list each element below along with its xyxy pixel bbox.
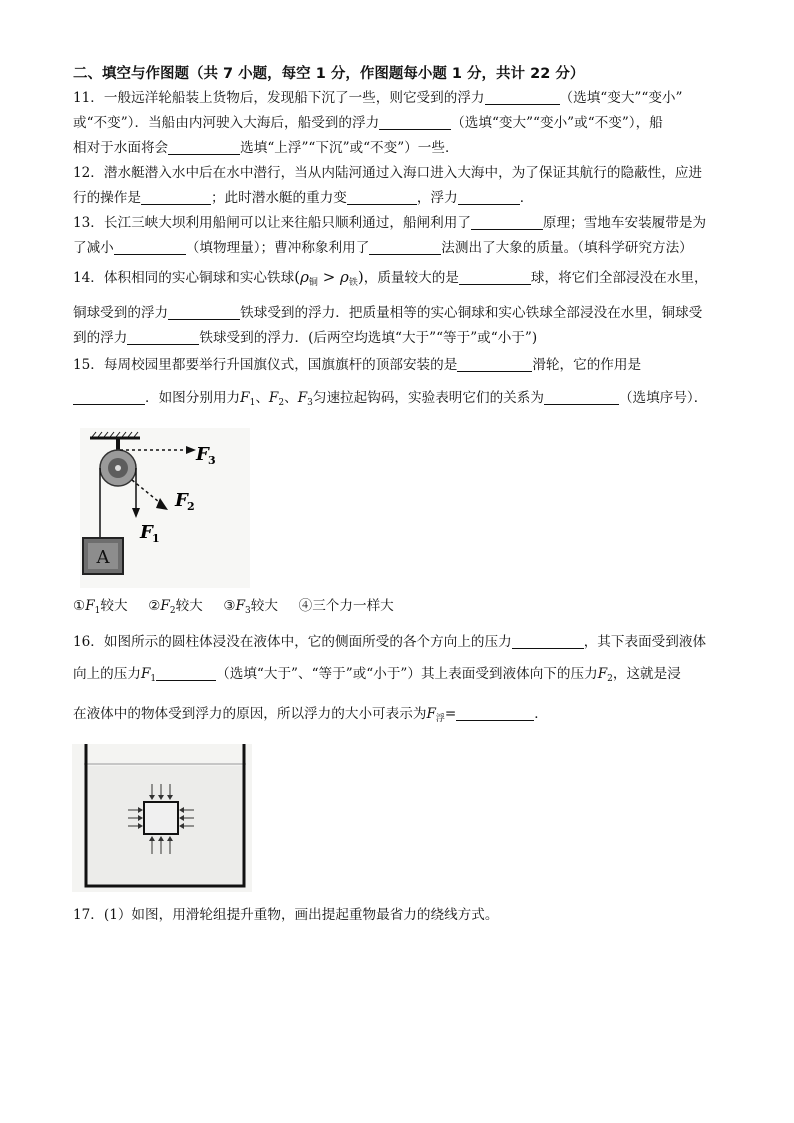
f-sub: 1 <box>94 606 101 616</box>
q13-line-2 <box>73 238 693 258</box>
q15-blank-2[interactable] <box>73 390 145 405</box>
q13-blank-1[interactable] <box>471 215 543 230</box>
q11-text: 选填“上浮”“下沉”或“不变”）一些． <box>240 140 459 156</box>
q15-blank-1[interactable] <box>457 357 532 372</box>
f-symbol: F <box>297 390 308 406</box>
f-symbol: F <box>426 706 436 722</box>
q12-blank-1[interactable] <box>141 190 211 205</box>
q12-text: ． <box>519 190 534 206</box>
f-symbol: F <box>268 390 279 406</box>
section-heading: 二、填空与作图题（共 7 小题，每空 1 分，作图题每小题 1 分，共计 22 分） <box>73 66 585 82</box>
left-arrowheads <box>138 807 143 829</box>
f-float-sub: 浮 <box>435 714 445 724</box>
option-text: 较大 <box>250 598 278 614</box>
q14-line-2 <box>73 303 702 323</box>
option-mark: ① <box>73 598 86 614</box>
q16-text: 16．如图所示的圆柱体浸没在液体中，它的侧面所受的各个方向上的压力 <box>73 634 512 650</box>
greater-than-sign: > <box>322 268 336 286</box>
q12-text: 行的操作是 <box>73 190 141 206</box>
option-4[interactable] <box>299 598 394 614</box>
q11-text: 或“不变”）．当船由内河驶入大海后，船受到的浮力 <box>73 115 380 131</box>
density-comparison: $(\rho_铜 > \rho_铁)$ <box>294 268 364 288</box>
q15-line-1 <box>73 355 641 375</box>
q15-text: 滑轮，它的作用是 <box>532 357 642 373</box>
rho-iron-sub: 铁 <box>348 278 358 288</box>
q14-text: 球，将它们全部浸没在水里， <box>530 270 708 286</box>
q12-text: ；此时潜水艇的重力变 <box>210 190 347 206</box>
q11-line-2 <box>73 113 663 133</box>
immersed-cube <box>144 802 178 834</box>
q11-blank-2[interactable] <box>379 115 451 130</box>
q13-text: 原理；雪地车安装履带是为 <box>542 215 707 231</box>
f3-label-sub: 3 <box>208 454 216 467</box>
q13-line-1 <box>73 213 706 233</box>
q15-text: 15．每周校园里都要举行升国旗仪式，国旗旗杆的顶部安装的是 <box>73 357 458 373</box>
q11-text: （选填“变大”“变小” <box>559 90 683 106</box>
f-sub: 1 <box>249 398 256 408</box>
f-sub: 2 <box>169 606 176 616</box>
f-symbol: F <box>160 598 170 614</box>
equals-sign: = <box>444 706 457 722</box>
q14-blank-1[interactable] <box>459 270 531 285</box>
q11-line-3 <box>73 138 459 158</box>
q13-text: （填物理量）；曹冲称象利用了 <box>185 240 370 256</box>
q14-text: 14．体积相同的实心铜球和实心铁球 <box>73 270 295 286</box>
q11-text: 相对于水面将会 <box>73 140 169 156</box>
q15-text: 匀速拉起钩码，实验表明它们的关系为 <box>312 390 544 406</box>
option-2[interactable] <box>148 598 203 614</box>
q16-text: ． <box>534 706 548 722</box>
q15-text: ．如图分别用力 <box>145 390 241 406</box>
option-text: 三个力一样大 <box>312 598 394 614</box>
rho-symbol: ρ <box>300 268 309 286</box>
q14-text: 铁球受到的浮力．把质量相等的实心铜球和实心铁球全部浸没在水里，铜球受 <box>240 305 703 321</box>
f1-label-sub: 1 <box>152 532 160 545</box>
q14-text: ，质量较大的是 <box>363 270 459 286</box>
separator: 、 <box>284 390 298 406</box>
q15-options <box>73 596 394 621</box>
q16-blank-3[interactable] <box>456 706 534 721</box>
q12-text: 12．潜水艇潜入水中后在水中潜行，当从内陆河通过入海口进入大海中，为了保证其航行的隐蔽性，应进 <box>73 165 703 181</box>
f-sub: 1 <box>150 674 157 684</box>
option-mark: ③ <box>223 598 236 614</box>
f-sub: 2 <box>278 398 285 408</box>
f-sub: 2 <box>607 674 613 684</box>
option-1[interactable] <box>73 598 128 614</box>
f-sub: 3 <box>307 398 313 408</box>
q15-text: （选填序号）． <box>618 390 708 406</box>
q16-text: ，其下表面受到液体 <box>583 634 707 650</box>
f-symbol: F <box>140 666 151 682</box>
q12-line-1 <box>73 163 702 183</box>
q16-line-2 <box>73 664 681 689</box>
option-3[interactable] <box>223 598 278 614</box>
fixed-pulley-figure <box>80 428 250 588</box>
q16-line-1 <box>73 632 706 652</box>
option-mark: ② <box>148 598 161 614</box>
option-text: 较大 <box>175 598 203 614</box>
q16-line-3 <box>73 704 548 729</box>
f-symbol: F <box>597 666 608 682</box>
q13-blank-2[interactable] <box>114 240 186 255</box>
q14-line-1 <box>73 267 708 293</box>
q13-text: 了减小 <box>73 240 114 256</box>
q11-blank-3[interactable] <box>168 140 240 155</box>
f-sub: 3 <box>245 606 251 616</box>
q17-line-1 <box>73 905 498 925</box>
q11-text: （选填“变大”“变小”或“不变”），船 <box>451 115 663 131</box>
q14-blank-2[interactable] <box>168 305 240 320</box>
q12-blank-2[interactable] <box>347 190 417 205</box>
block-label: A <box>96 547 110 568</box>
f-symbol: F <box>85 598 95 614</box>
option-text: 较大 <box>100 598 128 614</box>
q12-text: ，浮力 <box>416 190 458 206</box>
q16-text: 在液体中的物体受到浮力的原因，所以浮力的大小可表示为 <box>73 706 427 722</box>
separator: 、 <box>255 390 269 406</box>
q14-text: 铁球受到的浮力．(后两空均选填“大于”“等于”或“小于”) <box>199 330 538 346</box>
f3-label: F <box>196 444 209 465</box>
f2-label: F <box>175 490 188 511</box>
q14-text: 铜球受到的浮力 <box>73 305 169 321</box>
q11-blank-1[interactable] <box>485 90 560 105</box>
rho-copper-sub: 铜 <box>308 278 318 288</box>
f-symbol: F <box>235 598 246 614</box>
q11-text: 11．一般远洋轮船装上货物后，发现船下沉了一些，则它受到的浮力 <box>73 90 485 106</box>
q16-blank-1[interactable] <box>512 634 584 649</box>
f1-label: F <box>140 522 153 543</box>
q13-blank-3[interactable] <box>369 240 441 255</box>
f-symbol: F <box>240 390 250 406</box>
immersed-cube-figure <box>72 744 252 892</box>
q16-text: 向上的压力 <box>73 666 141 682</box>
q13-text: 法测出了大象的质量。（填科学研究方法） <box>441 240 693 256</box>
q11-line-1 <box>73 88 682 108</box>
q16-text: ，这就是浸 <box>612 666 681 682</box>
q14-line-3 <box>73 328 537 348</box>
q16-text: （选填“大于”、“等于”或“小于”）其上表面受到液体向下的压力 <box>216 666 598 682</box>
q17-text: 17．(1）如图，用滑轮组提升重物，画出提起重物最省力的绕线方式。 <box>73 907 499 923</box>
q15-line-2 <box>73 388 707 413</box>
q16-blank-2[interactable] <box>156 666 216 681</box>
q15-blank-3[interactable] <box>544 390 619 405</box>
q12-blank-3[interactable] <box>458 190 520 205</box>
pulley-axle <box>115 465 121 471</box>
f2-label-sub: 2 <box>187 500 195 513</box>
right-arrowheads <box>179 807 184 829</box>
option-mark: ④ <box>298 598 313 614</box>
rho-symbol: ρ <box>340 268 349 286</box>
q13-text: 13．长江三峡大坝利用船闸可以让来往船只顺利通过，船闸利用了 <box>73 215 471 231</box>
q12-line-2 <box>73 188 533 208</box>
q14-blank-3[interactable] <box>127 330 199 345</box>
q14-text: 到的浮力 <box>73 330 128 346</box>
